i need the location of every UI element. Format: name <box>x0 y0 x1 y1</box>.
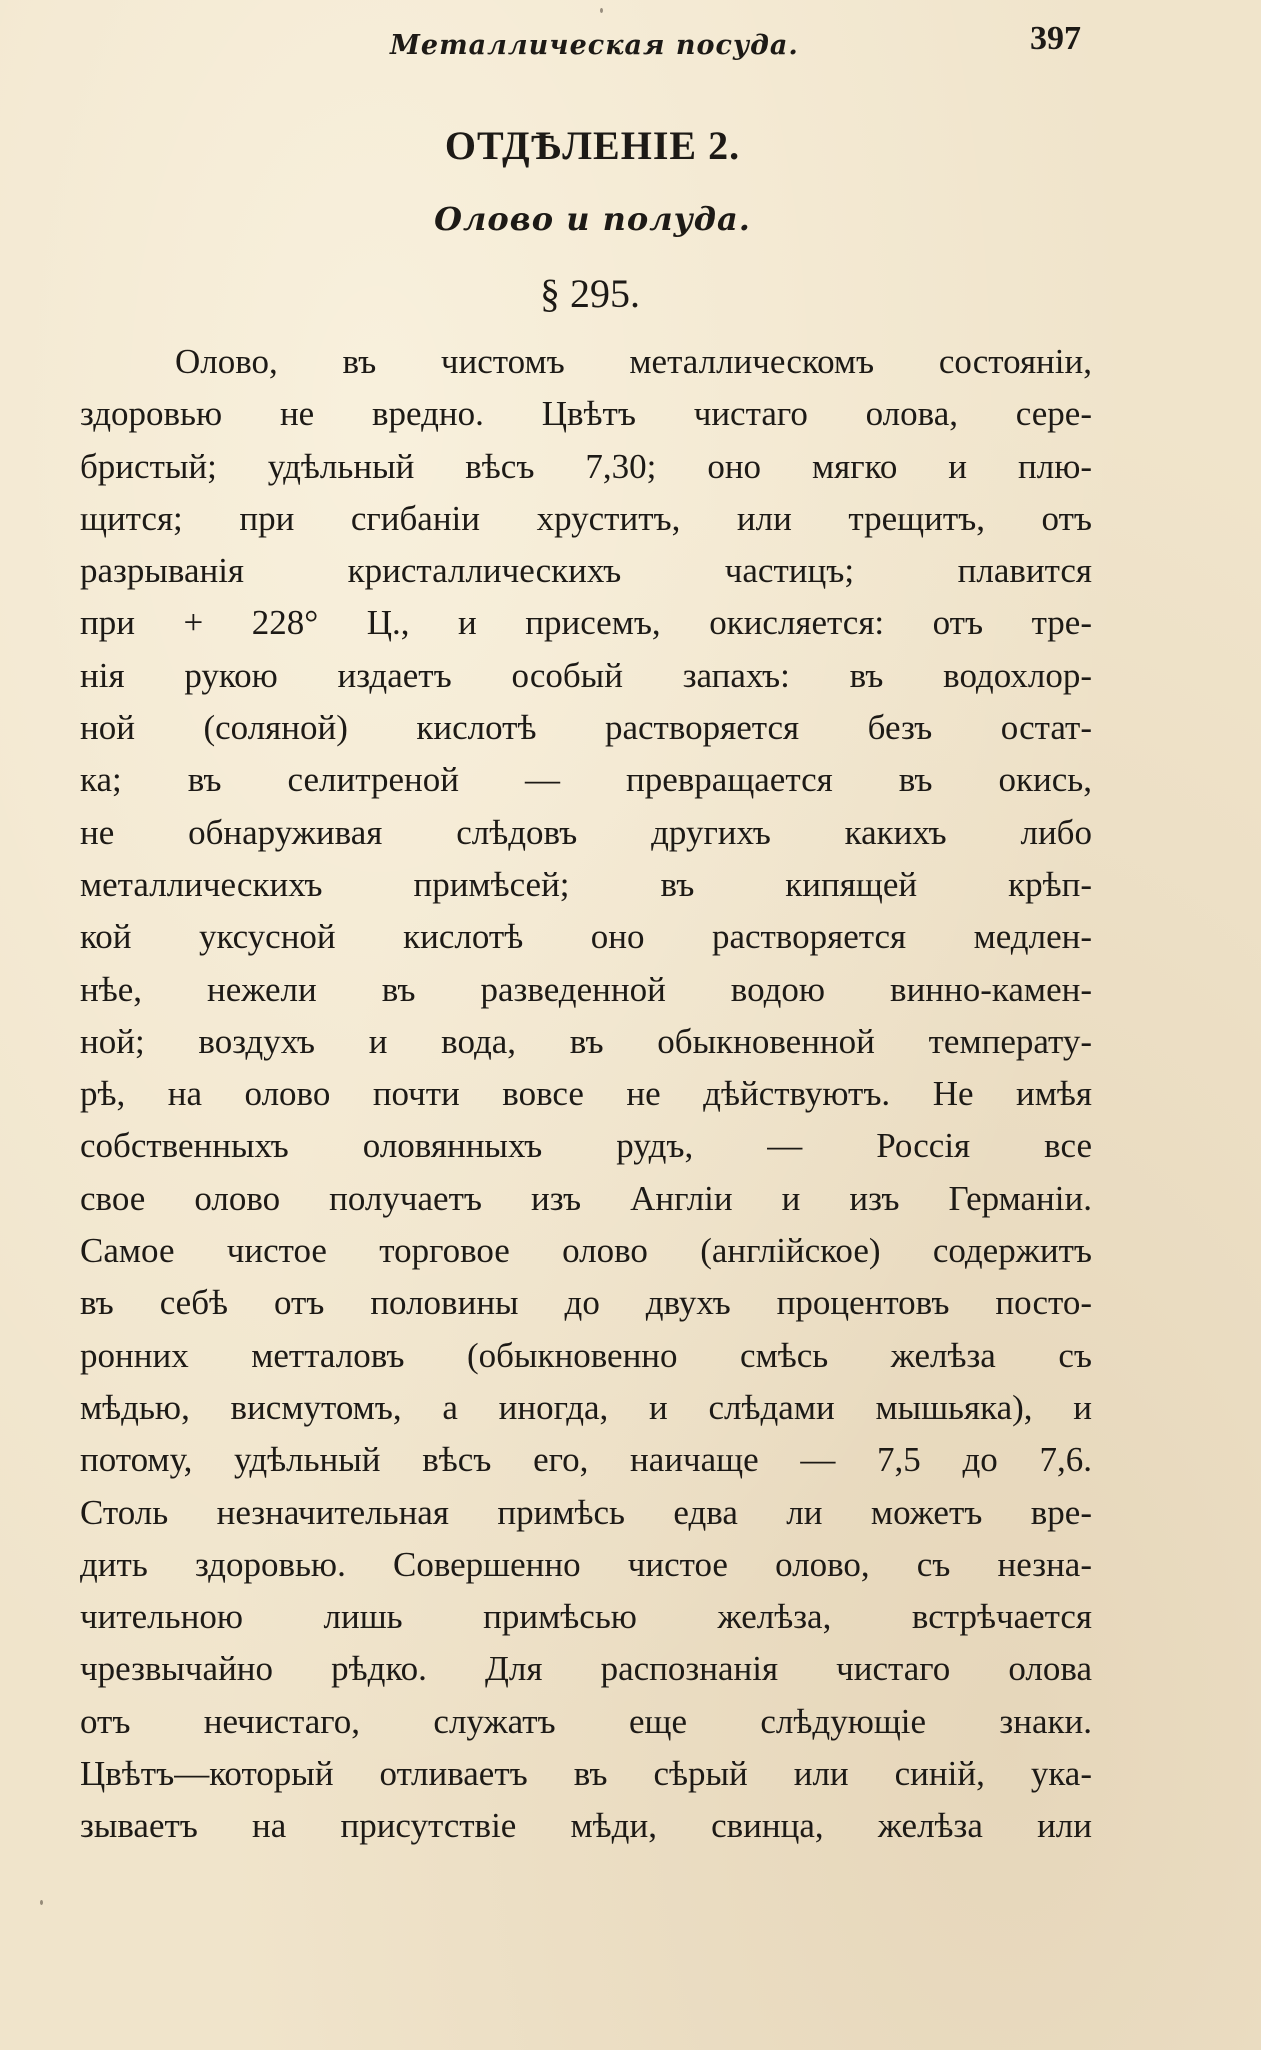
text-line: отъ нечистаго, служатъ еще слѣдующіе знаки. <box>80 1701 1092 1741</box>
text-line: не обнаруживая слѣдовъ другихъ какихъ либо <box>80 812 1092 852</box>
text-line: чительною лишь примѣсью желѣза, встрѣчается <box>80 1597 1092 1637</box>
text-line: кой уксусной кислотѣ оно растворяется медлен- <box>80 917 1092 957</box>
text-line: ка; въ селитреной — превращается въ окись, <box>80 760 1092 800</box>
text-line: нѣе, нежели въ разведенной водою винно-камен- <box>80 969 1092 1009</box>
text-line: чрезвычайно рѣдко. Для распознанія чистаго олова <box>80 1649 1092 1689</box>
text-line: ной (соляной) кислотѣ растворяется безъ остат- <box>80 708 1092 748</box>
text-line: бристый; удѣльный вѣсъ 7,30; оно мягко и плю- <box>80 446 1092 486</box>
page-number: 397 <box>1030 20 1081 57</box>
section-title: ОТДѢЛЕНІЕ 2. <box>444 123 741 168</box>
text-line: зываетъ на присутствіе мѣди, свинца, желѣза или <box>80 1806 1092 1846</box>
text-line: мѣдью, висмутомъ, а иногда, и слѣдами мышьяка), и <box>80 1387 1092 1427</box>
text-line: Цвѣтъ—который отливаетъ въ сѣрый или синій, ука- <box>80 1754 1092 1794</box>
text-line: рѣ, на олово почти вовсе не дѣйствуютъ. Не имѣя <box>80 1074 1092 1114</box>
paper-speck <box>600 8 603 13</box>
text-line: разрыванія кристаллическихъ частицъ; плавится <box>80 551 1092 591</box>
text-line: въ себѣ отъ половины до двухъ процентовъ посто- <box>80 1283 1092 1323</box>
text-line: потому, удѣльный вѣсъ его, наичаще — 7,5 до 7,6. <box>80 1440 1092 1480</box>
text-line: щится; при сгибаніи хруститъ, или трещитъ, отъ <box>80 498 1092 538</box>
text-line: здоровью не вредно. Цвѣтъ чистаго олова, сере- <box>80 394 1092 434</box>
section-subtitle: Олово и полуда. <box>434 200 751 238</box>
text-line: ной; воздухъ и вода, въ обыкновенной температу- <box>80 1021 1092 1061</box>
paragraph-number: § 295. <box>540 271 640 316</box>
text-line: дить здоровью. Совершенно чистое олово, съ незна- <box>80 1544 1092 1584</box>
text-line: металлическихъ примѣсей; въ кипящей крѣп- <box>80 864 1092 904</box>
body-text <box>80 336 1092 1853</box>
text-line: нія рукою издаетъ особый запахъ: въ водохлор- <box>80 655 1092 695</box>
paper-speck <box>40 1900 43 1905</box>
text-line: Столь незначительная примѣсь едва ли можетъ вре- <box>80 1492 1092 1532</box>
text-line: Самое чистое торговое олово (англійское) содержитъ <box>80 1231 1092 1271</box>
running-title: Металлическая посуда. <box>390 30 799 61</box>
text-line: свое олово получаетъ изъ Англіи и изъ Германіи. <box>80 1178 1092 1218</box>
text-line: Олово, въ чистомъ металлическомъ состояніи, <box>175 342 1092 381</box>
text-line: ронних метталовъ (обыкновенно смѣсь желѣза съ <box>80 1335 1092 1375</box>
text-line: при + 228° Ц., и присемъ, окисляется: отъ тре- <box>80 603 1092 643</box>
text-line: собственныхъ оловянныхъ рудъ, — Россія все <box>80 1126 1092 1166</box>
